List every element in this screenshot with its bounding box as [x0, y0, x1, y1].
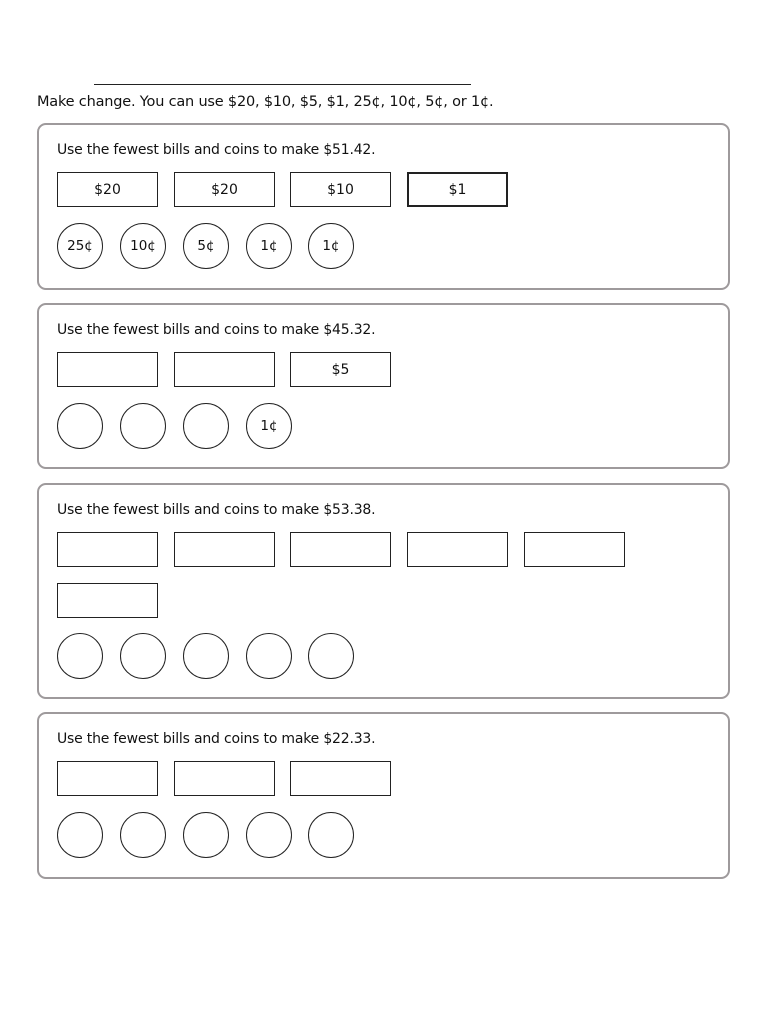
problem-4 — [37, 712, 730, 879]
bill-box[interactable] — [57, 532, 158, 567]
bill-box: $10 — [290, 172, 391, 207]
coin-circle: 1¢ — [246, 223, 292, 269]
coin-circle[interactable] — [183, 812, 229, 858]
problem-3 — [37, 483, 730, 699]
coin-circle: 10¢ — [120, 223, 166, 269]
bill-box[interactable] — [407, 532, 508, 567]
name-line — [94, 84, 471, 85]
coin-circle[interactable] — [183, 633, 229, 679]
coin-circle: 5¢ — [183, 223, 229, 269]
bill-box[interactable] — [290, 761, 391, 796]
bill-box[interactable] — [57, 352, 158, 387]
coin-circle[interactable] — [120, 812, 166, 858]
coin-circle: 1¢ — [308, 223, 354, 269]
coin-circle[interactable] — [246, 812, 292, 858]
bill-box: $20 — [174, 172, 275, 207]
bill-box: $1 — [407, 172, 508, 207]
problem-2 — [37, 303, 730, 469]
bill-box[interactable] — [57, 761, 158, 796]
coin-circle[interactable] — [57, 403, 103, 449]
bill-box[interactable] — [57, 583, 158, 618]
instructions: Make change. You can use $20, $10, $5, $1, 25¢, 10¢, 5¢, or 1¢. — [37, 94, 494, 110]
problem-1 — [37, 123, 730, 290]
coin-circle[interactable] — [120, 633, 166, 679]
coin-circle[interactable] — [308, 812, 354, 858]
coin-circle: 1¢ — [246, 403, 292, 449]
coin-circle[interactable] — [120, 403, 166, 449]
bill-box[interactable] — [290, 532, 391, 567]
coin-circle[interactable] — [246, 633, 292, 679]
problem-prompt: Use the fewest bills and coins to make $45.32. — [57, 322, 376, 338]
bill-box[interactable] — [174, 761, 275, 796]
bill-box: $20 — [57, 172, 158, 207]
bill-box[interactable] — [524, 532, 625, 567]
problem-prompt: Use the fewest bills and coins to make $53.38. — [57, 502, 376, 518]
problem-prompt: Use the fewest bills and coins to make $22.33. — [57, 731, 376, 747]
coin-circle[interactable] — [57, 633, 103, 679]
bill-box: $5 — [290, 352, 391, 387]
coin-circle[interactable] — [57, 812, 103, 858]
coin-circle[interactable] — [308, 633, 354, 679]
problem-prompt: Use the fewest bills and coins to make $51.42. — [57, 142, 376, 158]
coin-circle: 25¢ — [57, 223, 103, 269]
bill-box[interactable] — [174, 352, 275, 387]
coin-circle[interactable] — [183, 403, 229, 449]
bill-box[interactable] — [174, 532, 275, 567]
